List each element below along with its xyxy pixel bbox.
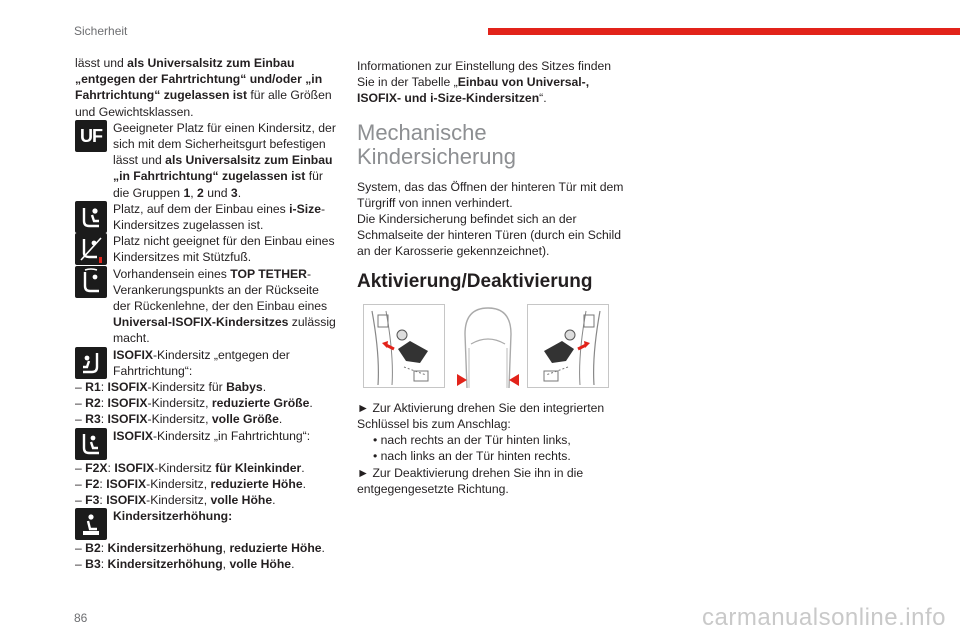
text-run: -Kindersitz, (147, 396, 212, 411)
forward-item-1 (75, 460, 337, 476)
mechanical-description: System, das das Öffnen der hinteren Tür mit dem Türgriff von innen verhindert. (357, 179, 624, 210)
bold-text: R2 (85, 396, 101, 411)
text-run: – (75, 396, 86, 411)
uf-text (113, 121, 336, 200)
text-run: zulässig macht. (113, 315, 336, 346)
activation-bullet-left: • nach rechts an der Tür hinten links, (373, 433, 571, 448)
bold-text: 2 (197, 185, 204, 200)
child-lock-illustration (357, 304, 625, 388)
bold-text: F2 (85, 476, 100, 491)
mechanical-heading-line2: Kindersicherung (357, 143, 516, 169)
car-topview-icon (457, 304, 519, 388)
bold-text: ISOFIX (114, 460, 155, 475)
activation-heading: Aktivierung/Deaktivierung (357, 270, 593, 292)
booster-item-2 (75, 556, 337, 572)
bold-text: volle Größe (211, 412, 279, 427)
booster-row (75, 508, 337, 540)
bold-text: i-Size (289, 201, 321, 216)
text-run: Geeigneter Platz für einen Kindersitz, der sich mit dem Sicherheitsgurt befestigen lässt und (113, 120, 336, 168)
text-run: : (100, 557, 108, 572)
bold-text: Universal-ISOFIX-Kindersitzes (113, 315, 289, 330)
text-run: – (75, 557, 86, 572)
bold-text: 1 (183, 185, 191, 200)
bold-text: Babys (226, 380, 263, 395)
text-run: -Kindersitzes zugelassen ist. (113, 201, 326, 233)
mechanical-location: Die Kindersicherung befindet sich an der Schmalseite der hinteren Türen (durch ein Schild an der Karosserie gekennzeichnet). (357, 212, 621, 259)
bold-text: 3 (230, 185, 238, 200)
bold-text: volle Höhe (210, 493, 273, 508)
text-run: – (75, 412, 86, 427)
bold-text: als Universalsitz zum Einbau „entgegen der Fahrtrichtung“ und/oder „in Fahrtrichtung“ zugelassen ist (75, 56, 323, 103)
rear-facing-row (75, 347, 337, 379)
text-run: , (222, 541, 230, 556)
rear-item-3 (75, 411, 337, 427)
right-door-lock-figure (527, 304, 609, 388)
bold-text: ISOFIX (106, 476, 147, 491)
bold-text: R1 (85, 380, 101, 395)
bold-text: Kindersitzerhöhung (107, 541, 223, 556)
bold-text: reduzierte Höhe (210, 476, 303, 491)
text-run: . (301, 460, 305, 475)
support-leg-text (113, 234, 335, 264)
bold-text: ISOFIX (107, 396, 148, 411)
text-run: – (75, 460, 86, 475)
text-run: . (272, 493, 276, 508)
text-run: , (222, 557, 230, 572)
text-run: Platz nicht geeignet für den Einbau eines Kindersitzes mit Stützfuß. (113, 234, 335, 265)
page-number: 86 (74, 611, 88, 625)
isize-row (75, 201, 337, 233)
bold-text: F2X (85, 460, 108, 475)
text-run: -Kindersitz, (146, 476, 211, 491)
header-accent-bar (488, 28, 960, 35)
no-support-leg-icon (75, 233, 107, 265)
mechanical-heading-line1: Mechanische (357, 119, 487, 145)
booster-item-1 (75, 540, 337, 556)
bold-text: B2 (85, 541, 101, 556)
bold-text: ISOFIX (107, 412, 148, 427)
uf-badge-icon: UF (75, 120, 107, 152)
uf-row (75, 120, 337, 201)
activation-step: ► Zur Aktivierung drehen Sie den integrierten Schlüssel bis zum Anschlag: (357, 400, 605, 432)
bold-text: Einbau von Universal-, ISOFIX- und i-Size-Kindersitzen (357, 75, 590, 106)
text-run: Vorhandensein eines (113, 266, 231, 281)
text-run: : (99, 493, 107, 508)
top-tether-row (75, 266, 337, 347)
text-run: . (291, 557, 295, 572)
text-run: – (75, 493, 86, 508)
bold-text: TOP TETHER (230, 266, 307, 281)
bold-text: B3 (85, 557, 101, 572)
text-run: -Kindersitz, (146, 493, 211, 508)
text-run: . (309, 396, 313, 411)
booster-seat-icon (75, 508, 107, 540)
bold-text: R3 (85, 412, 101, 427)
forward-item-2 (75, 476, 337, 492)
bold-text: ISOFIX (113, 428, 153, 443)
text-run: : (100, 396, 108, 411)
left-column (75, 55, 337, 573)
text-run: Platz, auf dem der Einbau eines (113, 201, 290, 216)
text-run: : (99, 476, 107, 491)
booster-text (113, 509, 232, 523)
text-run: – (75, 541, 86, 556)
forward-facing-seat-icon (75, 428, 107, 460)
text-run: : (100, 412, 108, 427)
text-run: und (203, 185, 231, 200)
bold-text: reduzierte Höhe (229, 541, 322, 556)
info-paragraph (357, 58, 625, 107)
text-run: – (75, 380, 86, 395)
bold-text: reduzierte Größe (211, 396, 310, 411)
forward-facing-text (113, 429, 310, 443)
text-run: . (302, 476, 306, 491)
text-run: -Kindersitz für (147, 380, 227, 395)
text-run: . (278, 412, 283, 427)
mechanical-heading (357, 121, 625, 169)
bold-text: ISOFIX (107, 380, 148, 395)
text-run: -Kindersitz, (147, 412, 212, 427)
isize-text (113, 202, 325, 232)
bold-text: ISOFIX (113, 347, 153, 362)
section-title: Sicherheit (74, 24, 128, 38)
text-run: : (100, 380, 108, 395)
text-run: “. (539, 91, 547, 106)
text-run: : (100, 541, 108, 556)
text-run: . (321, 541, 325, 556)
text-run: für die Gruppen (113, 169, 323, 200)
bold-text: als Universalsitz zum Einbau „in Fahrtrichtung“ zugelassen ist (113, 153, 333, 184)
rear-facing-text (113, 348, 290, 378)
bold-text: ISOFIX (106, 493, 147, 508)
rear-item-2 (75, 395, 337, 411)
watermark: carmanualsonline.info (702, 604, 946, 631)
rear-item-1 (75, 379, 337, 395)
text-run: . (262, 380, 267, 395)
text-run: -Verankerungspunkts an der Rückseite der Rückenlehne, der den Einbau eines (113, 266, 328, 314)
bold-text: F3 (85, 493, 100, 508)
forward-item-3 (75, 492, 337, 508)
text-run: lässt und (75, 56, 128, 70)
bold-text: volle Höhe (229, 557, 292, 572)
text-run: – (75, 476, 86, 491)
text-run: -Kindersitz (154, 460, 216, 475)
left-door-lock-figure (363, 304, 445, 388)
text-run: : (107, 460, 115, 475)
bold-text: Kindersitzerhöhung: (113, 509, 233, 524)
text-run: Informationen zur Einstellung des Sitzes finden Sie in der Tabelle „ (357, 59, 612, 90)
rear-facing-seat-icon (75, 347, 107, 379)
forward-facing-row (75, 428, 337, 460)
text-run: -Kindersitz „entgegen der Fahrtrichtung“: (113, 347, 290, 378)
activation-bullet-right: • nach links an der Tür hinten rechts. (373, 449, 571, 464)
bold-text: für Kleinkinder (215, 460, 302, 475)
deactivation-step: ► Zur Deaktivierung drehen Sie ihn in die entgegengesetzte Richtung. (357, 465, 584, 496)
top-tether-icon (75, 266, 107, 298)
text-run: . (237, 185, 242, 200)
text-run: , (190, 185, 198, 200)
right-column (357, 58, 625, 497)
intro-paragraph (75, 55, 337, 120)
top-tether-text (113, 267, 336, 346)
isize-seat-icon (75, 201, 107, 233)
text-run: -Kindersitz „in Fahrtrichtung“: (152, 428, 311, 443)
bold-text: Kindersitzerhöhung (107, 557, 223, 572)
support-leg-row (75, 233, 337, 265)
text-run: für alle Größen und Gewichtsklassen. (75, 88, 332, 119)
